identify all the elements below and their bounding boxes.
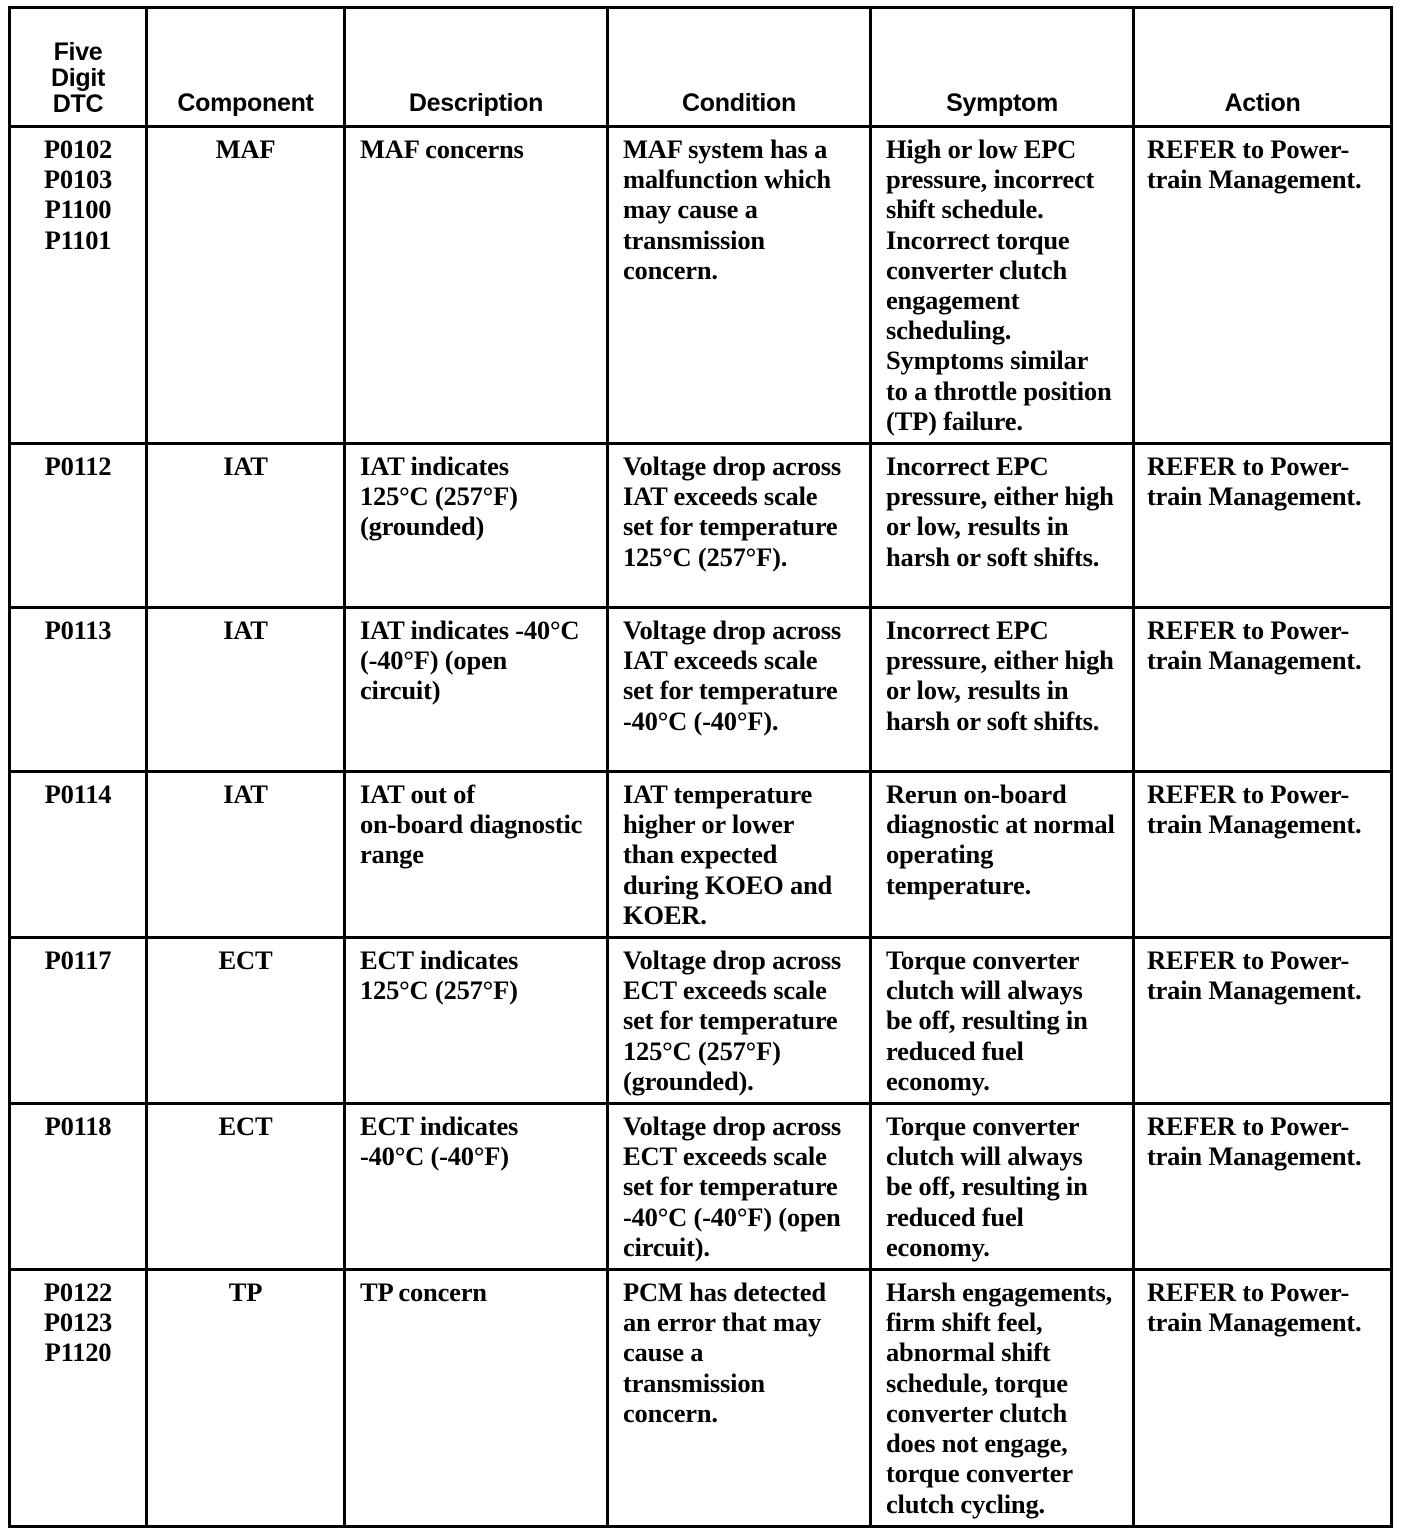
symptom-cell — [871, 127, 1134, 444]
dtc-code-cell — [10, 772, 147, 938]
condition-cell — [608, 1104, 871, 1270]
dtc-code-cell — [10, 444, 147, 608]
condition: MAF system has a malfunction which may cause a transmission concern. — [623, 134, 831, 285]
description: IAT indicates 125°C (257°F) (grounded) — [360, 451, 518, 542]
condition: PCM has detected an error that may cause a transmission concern. — [623, 1277, 826, 1428]
symptom: Torque converter clutch will always be off, resulting in reduced fuel economy. — [886, 1111, 1088, 1262]
description-cell — [345, 938, 608, 1104]
symptom: Incorrect EPC pressure, either high or low, results in harsh or soft shifts. — [886, 451, 1114, 572]
action: REFER to Power- train Management. — [1147, 1277, 1362, 1338]
action-cell — [1134, 608, 1392, 772]
header-five-digit-dtc-label: Five Digit DTC — [50, 38, 106, 118]
action-cell — [1134, 444, 1392, 608]
table-header — [10, 8, 1392, 127]
table-row — [10, 938, 1392, 1104]
header-symptom-label: Symptom — [946, 89, 1058, 117]
component: IAT — [223, 779, 268, 810]
table-row — [10, 608, 1392, 772]
action: REFER to Power- train Management. — [1147, 945, 1362, 1006]
header-description-label: Description — [408, 89, 544, 117]
condition-cell — [608, 1270, 871, 1527]
dtc-code-cell — [10, 938, 147, 1104]
dtc-code-cell — [10, 1104, 147, 1270]
condition-cell — [608, 772, 871, 938]
component: ECT — [218, 945, 273, 976]
dtc-code: P0118 — [44, 1111, 112, 1142]
component: ECT — [218, 1111, 273, 1142]
description: ECT indicates -40°C (-40°F) — [360, 1111, 519, 1172]
header-row — [10, 8, 1392, 127]
table-row — [10, 772, 1392, 938]
table-row — [10, 1270, 1392, 1527]
header-component-label: Component — [177, 89, 314, 117]
condition: Voltage drop across ECT exceeds scale set for temperature 125°C (257°F) (grounded). — [623, 945, 842, 1096]
condition-cell — [608, 127, 871, 444]
symptom: High or low EPC pressure, incorrect shift schedule. Incorrect torque converter clutch engagement scheduling. Symptoms similar to a throttle position (TP) failure. — [886, 134, 1112, 436]
header-description — [345, 8, 608, 127]
symptom-cell — [871, 1104, 1134, 1270]
description: MAF concerns — [360, 134, 524, 164]
condition: Voltage drop across IAT exceeds scale set for temperature 125°C (257°F). — [623, 451, 842, 572]
dtc-code: P0113 — [44, 615, 112, 646]
header-condition — [608, 8, 871, 127]
header-condition-label: Condition — [682, 89, 796, 117]
component-cell — [147, 938, 345, 1104]
symptom-cell — [871, 444, 1134, 608]
description: ECT indicates 125°C (257°F) — [360, 945, 519, 1006]
description-cell — [345, 1104, 608, 1270]
action-cell — [1134, 938, 1392, 1104]
symptom: Harsh engagements, firm shift feel, abnormal shift schedule, torque converter clutch does not engage, torque converter clutch cycling. — [886, 1277, 1113, 1519]
component: IAT — [223, 615, 268, 646]
component-cell — [147, 772, 345, 938]
symptom-cell — [871, 1270, 1134, 1527]
symptom-cell — [871, 772, 1134, 938]
condition-cell — [608, 608, 871, 772]
dtc-code: P0117 — [44, 945, 112, 976]
action: REFER to Power- train Management. — [1147, 451, 1362, 512]
header-action-label: Action — [1224, 89, 1301, 117]
action: REFER to Power- train Management. — [1147, 615, 1362, 676]
symptom: Torque converter clutch will always be off, resulting in reduced fuel economy. — [886, 945, 1088, 1096]
description: IAT indicates -40°C (-40°F) (open circuit) — [360, 615, 580, 706]
dtc-code: P0102 P0103 P1100 P1101 — [43, 134, 113, 255]
symptom: Incorrect EPC pressure, either high or low, results in harsh or soft shifts. — [886, 615, 1114, 736]
component: MAF — [215, 134, 276, 164]
description-cell — [345, 608, 608, 772]
description-cell — [345, 127, 608, 444]
action: REFER to Power- train Management. — [1147, 779, 1362, 840]
header-five-digit-dtc — [10, 8, 147, 127]
symptom-cell — [871, 608, 1134, 772]
component: IAT — [223, 451, 268, 482]
header-symptom — [871, 8, 1134, 127]
table-body — [10, 127, 1392, 1527]
action-cell — [1134, 1104, 1392, 1270]
description: TP concern — [360, 1277, 487, 1308]
dtc-code: P0114 — [44, 779, 112, 810]
table-row — [10, 444, 1392, 608]
dtc-table — [8, 6, 1393, 1528]
action-cell — [1134, 772, 1392, 938]
table-row — [10, 127, 1392, 444]
component-cell — [147, 608, 345, 772]
condition-cell — [608, 444, 871, 608]
header-component — [147, 8, 345, 127]
condition: Voltage drop across ECT exceeds scale set for temperature -40°C (-40°F) (open circuit). — [623, 1111, 842, 1262]
dtc-code-cell — [10, 608, 147, 772]
dtc-code-cell — [10, 127, 147, 444]
component-cell — [147, 1104, 345, 1270]
header-action — [1134, 8, 1392, 127]
symptom: Rerun on-board diagnostic at normal operating temperature. — [886, 779, 1115, 900]
component-cell — [147, 127, 345, 444]
dtc-code: P0112 — [44, 451, 112, 482]
condition-cell — [608, 938, 871, 1104]
action: REFER to Power- train Management. — [1147, 1111, 1362, 1172]
symptom-cell — [871, 938, 1134, 1104]
component-cell — [147, 444, 345, 608]
action-cell — [1134, 1270, 1392, 1527]
action: REFER to Power- train Management. — [1147, 134, 1362, 195]
dtc-code-cell — [10, 1270, 147, 1527]
description: IAT out of on-board diagnostic range — [360, 779, 583, 870]
description-cell — [345, 444, 608, 608]
condition: Voltage drop across IAT exceeds scale set for temperature -40°C (-40°F). — [623, 615, 842, 736]
component-cell — [147, 1270, 345, 1527]
condition: IAT temperature higher or lower than expected during KOEO and KOER. — [623, 779, 833, 930]
table-row — [10, 1104, 1392, 1270]
description-cell — [345, 1270, 608, 1527]
component: TP — [228, 1277, 263, 1308]
dtc-code: P0122 P0123 P1120 — [43, 1277, 113, 1368]
action-cell — [1134, 127, 1392, 444]
description-cell — [345, 772, 608, 938]
